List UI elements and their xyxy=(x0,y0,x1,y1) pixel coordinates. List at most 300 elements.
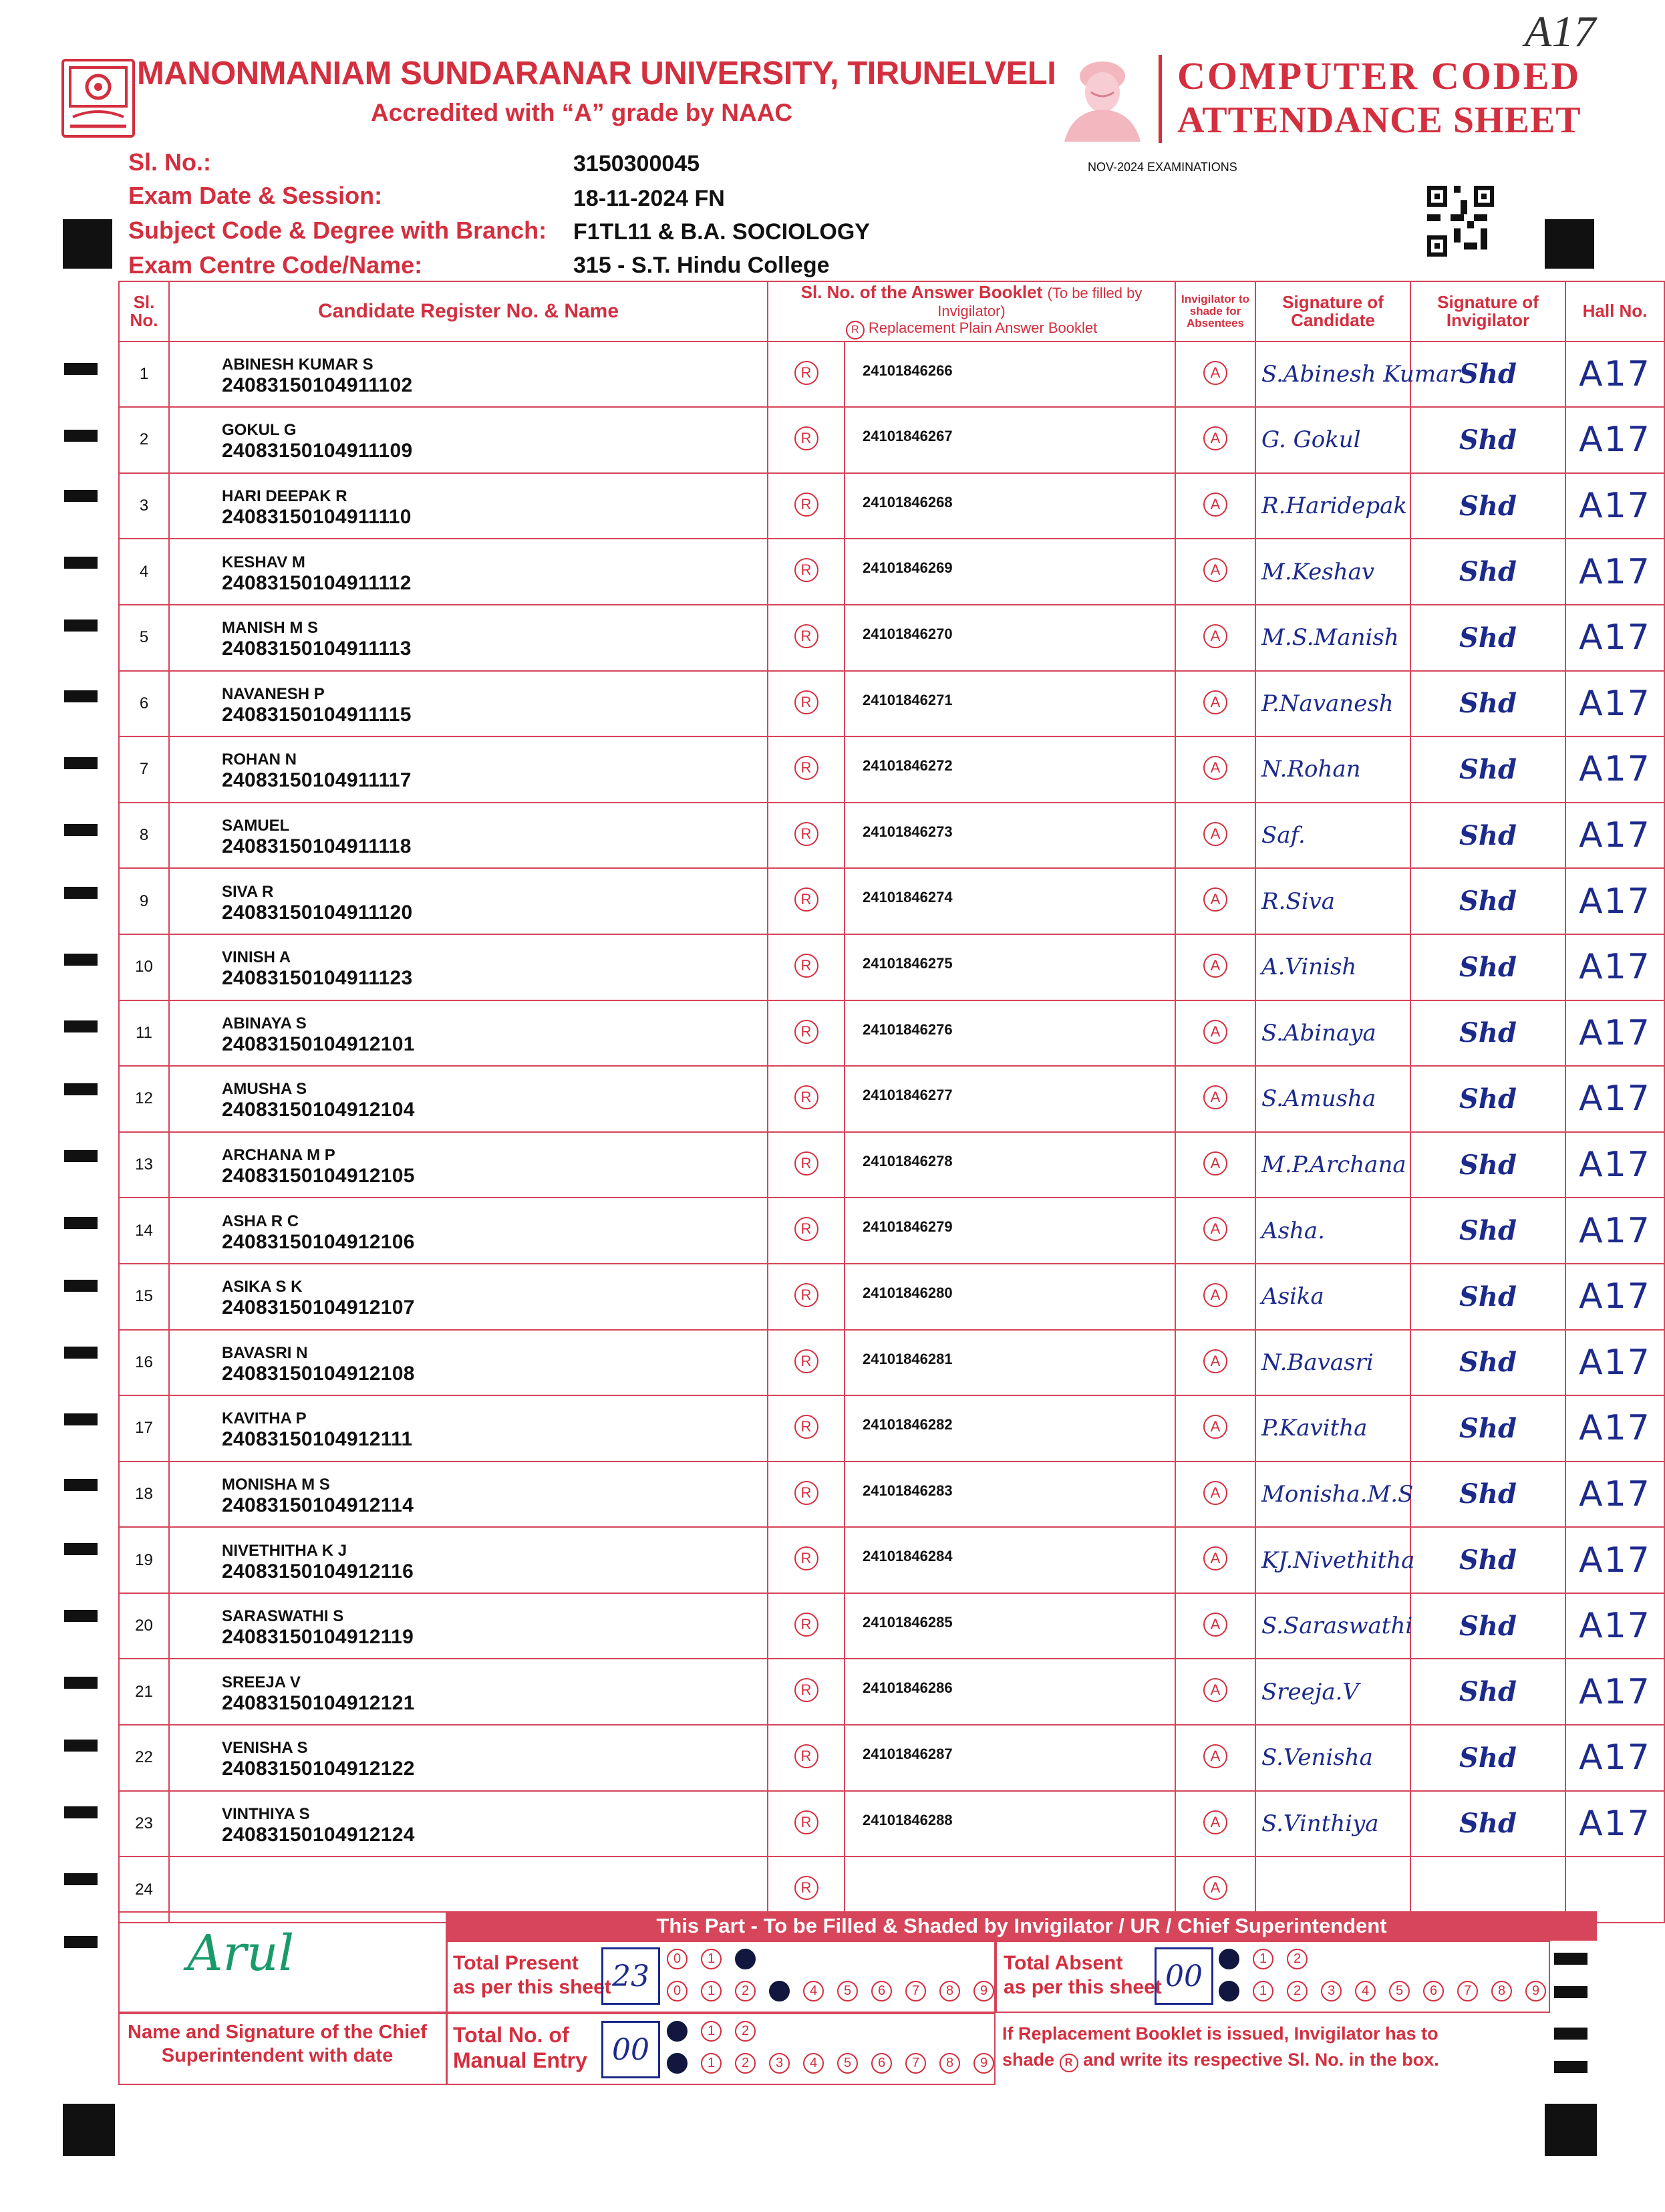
digit-bubble[interactable]: 2 xyxy=(1287,1949,1308,1969)
digit-bubble[interactable]: 3 xyxy=(769,2053,790,2074)
absent-cell[interactable] xyxy=(1175,671,1255,737)
candidate-name: ASIKA S K xyxy=(222,1278,303,1296)
timing-mark xyxy=(64,1150,98,1162)
replacement-note-shade: shade xyxy=(1002,2050,1055,2070)
digit-bubble[interactable]: 5 xyxy=(837,1981,858,2001)
absent-cell[interactable] xyxy=(1175,803,1255,869)
booklet-number: 24101846286 xyxy=(845,1659,1175,1725)
candidate-cell xyxy=(169,1791,768,1857)
hall-number: A17 xyxy=(1565,1659,1664,1725)
candidate-cell xyxy=(169,1462,768,1528)
absent-cell[interactable] xyxy=(1175,1198,1255,1264)
digit-bubble[interactable]: 6 xyxy=(871,2053,892,2074)
timing-mark xyxy=(64,1677,98,1689)
replacement-bubble[interactable]: R xyxy=(794,1020,818,1044)
replacement-cell[interactable] xyxy=(768,1462,845,1528)
timing-mark xyxy=(64,1413,98,1425)
candidate-signature: N.Rohan xyxy=(1255,736,1410,803)
col-candidate-signature: Signature of Candidate xyxy=(1255,281,1410,341)
hall-number: A17 xyxy=(1565,868,1664,934)
replacement-bubble[interactable]: R xyxy=(794,361,818,385)
absent-cell[interactable] xyxy=(1175,1132,1255,1198)
digit-bubble[interactable]: 1 xyxy=(701,1949,722,1969)
timing-mark xyxy=(64,1936,98,1948)
subject-label: Subject Code & Degree with Branch: xyxy=(128,217,547,244)
absent-bubble[interactable]: A xyxy=(1203,426,1227,450)
chief-superintendent-label: Name and Signature of the Chief Superintendent with date xyxy=(128,2022,427,2066)
replacement-bubble[interactable]: R xyxy=(794,1217,818,1241)
absent-bubble[interactable]: A xyxy=(1203,1481,1227,1505)
founder-portrait xyxy=(1059,52,1146,142)
table-row xyxy=(119,341,1664,408)
registration-mark xyxy=(63,2104,115,2156)
table-row xyxy=(119,1593,1664,1659)
sl-no-label: Sl. No.: xyxy=(128,148,211,176)
table-row xyxy=(119,1198,1664,1264)
present-tens-bubbles[interactable] xyxy=(667,1949,769,1969)
replacement-cell[interactable] xyxy=(768,1791,845,1857)
emblem-icon xyxy=(66,63,130,133)
timing-mark xyxy=(64,887,98,899)
digit-bubble-filled[interactable]: 2 xyxy=(735,1949,756,1969)
replacement-cell[interactable] xyxy=(768,1593,845,1659)
manual-units-bubbles[interactable] xyxy=(667,2053,1008,2074)
booklet-number: 24101846278 xyxy=(845,1132,1175,1198)
register-number: 24083150104911112 xyxy=(222,571,412,594)
replacement-bubble[interactable]: R xyxy=(794,1613,818,1637)
register-number: 24083150104912108 xyxy=(222,1362,415,1385)
booklet-number: 24101846281 xyxy=(845,1330,1175,1396)
absent-bubble[interactable]: A xyxy=(1203,1283,1227,1307)
exam-tag: NOV-2024 EXAMINATIONS xyxy=(1088,160,1237,174)
absent-bubble[interactable]: A xyxy=(1203,1613,1227,1637)
hall-number: A17 xyxy=(1565,1000,1664,1067)
row-sl: 16 xyxy=(119,1330,169,1396)
candidate-signature: KJ.Nivethitha xyxy=(1255,1527,1410,1593)
absent-cell[interactable] xyxy=(1175,1462,1255,1528)
candidate-signature: S.Abinaya xyxy=(1255,1000,1410,1067)
absent-cell[interactable] xyxy=(1175,1659,1255,1725)
total-absent-value[interactable]: 00 xyxy=(1155,1947,1213,2005)
replacement-cell[interactable] xyxy=(768,1066,845,1132)
university-name: MANONMANIAM SUNDARANAR UNIVERSITY, TIRUNELVELI xyxy=(137,55,1056,92)
replacement-bubble[interactable]: R xyxy=(794,1085,818,1109)
timing-mark xyxy=(64,1543,98,1555)
replacement-bubble[interactable]: R xyxy=(794,887,818,912)
digit-bubble[interactable]: 4 xyxy=(803,2053,824,2074)
centre-value: 315 - S.T. Hindu College xyxy=(573,253,830,278)
digit-bubble[interactable]: 1 xyxy=(701,2053,722,2074)
digit-bubble[interactable]: 0 xyxy=(667,1949,688,1969)
table-row xyxy=(119,539,1664,605)
replacement-cell[interactable] xyxy=(768,1000,845,1067)
digit-bubble-filled[interactable]: 0 xyxy=(1219,1949,1239,1969)
manual-entry-value[interactable]: 00 xyxy=(601,2021,660,2078)
digit-bubble[interactable]: 2 xyxy=(735,1981,756,2001)
absent-cell[interactable] xyxy=(1175,605,1255,671)
replacement-cell[interactable] xyxy=(768,473,845,539)
replacement-cell[interactable] xyxy=(768,1198,845,1264)
candidate-name: VINISH A xyxy=(222,948,291,967)
booklet-number: 24101846282 xyxy=(845,1395,1175,1462)
total-present-label-1: Total Present xyxy=(453,1952,579,1974)
register-number: 24083150104912124 xyxy=(222,1823,415,1846)
invigilator-signature: Shd xyxy=(1410,1000,1565,1067)
register-number: 24083150104912106 xyxy=(222,1230,415,1253)
absent-cell[interactable] xyxy=(1175,1791,1255,1857)
replacement-bubble[interactable]: R xyxy=(794,1283,818,1307)
digit-bubble-filled[interactable]: 0 xyxy=(667,2053,688,2074)
candidate-signature: A.Vinish xyxy=(1255,934,1410,1000)
timing-mark xyxy=(64,1610,98,1622)
replacement-cell[interactable] xyxy=(768,868,845,934)
digit-bubble[interactable]: 7 xyxy=(905,2053,926,2074)
register-number: 24083150104912121 xyxy=(222,1691,415,1714)
candidate-signature: M.S.Manish xyxy=(1255,605,1410,671)
candidate-name: GOKUL G xyxy=(222,421,297,440)
absent-bubble[interactable]: A xyxy=(1203,1151,1227,1176)
timing-mark xyxy=(1554,2061,1587,2073)
replacement-cell[interactable] xyxy=(768,1132,845,1198)
total-present-label-2: as per this sheet xyxy=(453,1976,611,1998)
hall-number: A17 xyxy=(1565,1395,1664,1462)
register-number: 24083150104911120 xyxy=(222,901,413,924)
candidate-signature: Sreeja.V xyxy=(1255,1659,1410,1725)
replacement-bubble[interactable]: R xyxy=(794,690,818,714)
replacement-bubble[interactable]: R xyxy=(794,558,818,582)
digit-bubble[interactable]: 8 xyxy=(939,1981,960,2001)
candidate-cell xyxy=(169,803,768,869)
invigilator-signature: Shd xyxy=(1410,1462,1565,1528)
replacement-bubble[interactable]: R xyxy=(794,1481,818,1505)
hall-number: A17 xyxy=(1565,1527,1664,1593)
candidate-name: HARI DEEPAK R xyxy=(222,487,347,506)
register-number: 24083150104912116 xyxy=(222,1560,414,1582)
row-sl: 20 xyxy=(119,1593,169,1659)
row-sl: 9 xyxy=(119,868,169,934)
replacement-cell[interactable] xyxy=(768,803,845,869)
absent-bubble[interactable]: A xyxy=(1203,1744,1227,1768)
absent-cell[interactable] xyxy=(1175,1593,1255,1659)
digit-bubble[interactable]: 0 xyxy=(667,1981,688,2001)
digit-bubble[interactable]: 5 xyxy=(837,2053,858,2074)
hall-number: A17 xyxy=(1565,1198,1664,1264)
present-units-bubbles[interactable] xyxy=(667,1981,1008,2001)
absent-bubble[interactable]: A xyxy=(1203,822,1227,846)
absent-bubble[interactable]: A xyxy=(1203,558,1227,582)
table-row xyxy=(119,1395,1664,1462)
digit-bubble[interactable]: 8 xyxy=(1491,1981,1512,2001)
absent-bubble[interactable]: A xyxy=(1203,1876,1227,1900)
replacement-bubble[interactable]: R xyxy=(794,1744,818,1768)
total-absent-label-2: as per this sheet xyxy=(1004,1976,1162,1998)
replacement-bubble[interactable]: R xyxy=(794,426,818,450)
digit-bubble[interactable]: 1 xyxy=(1253,1981,1273,2001)
hall-number: A17 xyxy=(1565,341,1664,408)
row-sl: 22 xyxy=(119,1725,169,1791)
table-row xyxy=(119,605,1664,671)
absent-bubble[interactable]: A xyxy=(1203,1020,1227,1044)
booklet-number: 24101846280 xyxy=(845,1264,1175,1330)
timing-mark xyxy=(64,1083,98,1095)
digit-bubble[interactable]: 5 xyxy=(1389,1981,1410,2001)
timing-mark xyxy=(64,690,98,702)
replacement-cell[interactable] xyxy=(768,1395,845,1462)
digit-bubble-filled[interactable]: 0 xyxy=(1219,1981,1239,2001)
candidate-signature: P.Kavitha xyxy=(1255,1395,1410,1462)
invigilator-signature: Shd xyxy=(1410,1791,1565,1857)
digit-bubble[interactable]: 1 xyxy=(1253,1949,1273,1969)
replacement-cell[interactable] xyxy=(768,1527,845,1593)
row-sl: 6 xyxy=(119,671,169,737)
absent-cell[interactable] xyxy=(1175,1330,1255,1396)
digit-bubble[interactable]: 3 xyxy=(1321,1981,1342,2001)
table-row xyxy=(119,1462,1664,1528)
candidate-cell xyxy=(169,341,768,408)
digit-bubble[interactable]: 4 xyxy=(1355,1981,1376,2001)
invigilator-signature: Shd xyxy=(1410,1264,1565,1330)
booklet-number: 24101846287 xyxy=(845,1725,1175,1791)
hall-number: A17 xyxy=(1565,473,1664,539)
replacement-bubble[interactable]: R xyxy=(794,1151,818,1176)
hall-number: A17 xyxy=(1565,407,1664,473)
replacement-cell[interactable] xyxy=(768,1330,845,1396)
timing-mark xyxy=(64,1740,98,1752)
register-number: 24083150104911113 xyxy=(222,638,412,660)
candidate-signature: G. Gokul xyxy=(1255,407,1410,473)
university-logo xyxy=(61,59,135,138)
absent-cell[interactable] xyxy=(1175,539,1255,605)
timing-mark xyxy=(64,824,98,836)
digit-bubble[interactable]: 1 xyxy=(701,1981,722,2001)
replacement-cell[interactable] xyxy=(768,407,845,473)
digit-bubble[interactable]: 2 xyxy=(735,2053,756,2074)
table-row xyxy=(119,736,1664,803)
replacement-cell[interactable] xyxy=(768,605,845,671)
manual-tens-bubbles[interactable] xyxy=(667,2021,769,2042)
register-number: 24083150104911118 xyxy=(222,835,412,858)
invigilator-signature: Shd xyxy=(1410,539,1565,605)
absent-cell[interactable] xyxy=(1175,407,1255,473)
total-present-value[interactable]: 23 xyxy=(601,1947,660,2005)
replacement-bubble[interactable]: R xyxy=(794,954,818,978)
row-sl: 23 xyxy=(119,1791,169,1857)
candidate-name: KESHAV M xyxy=(222,553,305,571)
invigilator-signature: Shd xyxy=(1410,473,1565,539)
register-number: 24083150104911102 xyxy=(222,374,413,396)
replacement-cell[interactable] xyxy=(768,1725,845,1791)
sl-no-value: 3150300045 xyxy=(573,151,700,176)
hall-number: A17 xyxy=(1565,1791,1664,1857)
replacement-bubble[interactable]: R xyxy=(794,1415,818,1439)
register-number: 24083150104911110 xyxy=(222,506,412,529)
replacement-bubble[interactable]: R xyxy=(794,822,818,846)
register-number: 24083150104911123 xyxy=(222,967,413,990)
digit-bubble-filled[interactable]: 0 xyxy=(667,2021,688,2042)
register-number: 24083150104911117 xyxy=(222,769,412,792)
digit-bubble[interactable]: 4 xyxy=(803,1981,824,2001)
candidate-signature: R.Haridepak xyxy=(1255,473,1410,539)
subject-value: F1TL11 & B.A. SOCIOLOGY xyxy=(573,219,870,245)
candidate-signature: Asha. xyxy=(1255,1198,1410,1264)
absent-cell[interactable] xyxy=(1175,1000,1255,1067)
booklet-number: 24101846270 xyxy=(845,605,1175,671)
absent-bubble[interactable]: A xyxy=(1203,887,1227,912)
candidate-signature: M.Keshav xyxy=(1255,539,1410,605)
replacement-cell[interactable] xyxy=(768,1659,845,1725)
digit-bubble[interactable]: 8 xyxy=(939,2053,960,2074)
replacement-bubble[interactable]: R xyxy=(794,1678,818,1702)
absent-bubble[interactable]: A xyxy=(1203,1810,1227,1834)
replacement-cell[interactable] xyxy=(768,736,845,803)
table-row xyxy=(119,934,1664,1000)
digit-bubble[interactable]: 9 xyxy=(1525,1981,1546,2001)
hall-number: A17 xyxy=(1565,539,1664,605)
invigilator-signature: Shd xyxy=(1410,1395,1565,1462)
col-absent: Invigilator to shade for Absentees xyxy=(1175,281,1255,341)
absent-bubble[interactable]: A xyxy=(1203,361,1227,385)
table-row xyxy=(119,1330,1664,1396)
candidate-name: SIVA R xyxy=(222,882,274,901)
digit-bubble[interactable]: 1 xyxy=(701,2021,722,2042)
row-sl: 18 xyxy=(119,1462,169,1528)
row-sl: 2 xyxy=(119,407,169,473)
absent-bubble[interactable]: A xyxy=(1203,1217,1227,1241)
candidate-cell xyxy=(169,1725,768,1791)
replacement-cell[interactable] xyxy=(768,671,845,737)
registration-mark xyxy=(63,219,112,269)
digit-bubble[interactable]: 6 xyxy=(871,1981,892,2001)
absent-units-bubbles[interactable] xyxy=(1219,1981,1559,2001)
absent-bubble[interactable]: A xyxy=(1203,1546,1227,1570)
col-hall: Hall No. xyxy=(1565,281,1664,341)
timing-mark xyxy=(64,430,98,442)
timing-mark xyxy=(64,1280,98,1292)
absent-bubble[interactable]: A xyxy=(1203,1415,1227,1439)
replacement-cell[interactable] xyxy=(768,539,845,605)
table-row xyxy=(119,1000,1664,1067)
absent-tens-bubbles[interactable] xyxy=(1219,1949,1321,1969)
invigilator-signature: Shd xyxy=(1410,1132,1565,1198)
table-row xyxy=(119,868,1664,934)
absent-bubble[interactable]: A xyxy=(1203,954,1227,978)
absent-cell[interactable] xyxy=(1175,1725,1255,1791)
digit-bubble-filled[interactable]: 3 xyxy=(769,1981,790,2001)
hall-number: A17 xyxy=(1565,605,1664,671)
absent-cell[interactable] xyxy=(1175,1066,1255,1132)
col-booklet-sub: Replacement Plain Answer Booklet xyxy=(868,319,1098,336)
absent-cell[interactable] xyxy=(1175,736,1255,803)
row-sl: 15 xyxy=(119,1264,169,1330)
absent-cell[interactable] xyxy=(1175,341,1255,408)
absent-bubble[interactable]: A xyxy=(1203,756,1227,780)
candidate-name: KAVITHA P xyxy=(222,1409,307,1428)
candidate-signature: Monisha.M.S xyxy=(1255,1462,1410,1528)
replacement-bubble[interactable]: R xyxy=(794,1876,818,1900)
replacement-note-line-1: If Replacement Booklet is issued, Invigilator has to xyxy=(1002,2024,1439,2044)
digit-bubble[interactable]: 2 xyxy=(1287,1981,1308,2001)
candidate-name: BAVASRI N xyxy=(222,1343,308,1362)
absent-cell[interactable] xyxy=(1175,1264,1255,1330)
manual-entry-label-2: Manual Entry xyxy=(453,2048,587,2073)
absent-bubble[interactable]: A xyxy=(1203,1085,1227,1109)
candidate-name: NAVANESH P xyxy=(222,684,325,703)
hall-number: A17 xyxy=(1565,1264,1664,1330)
digit-bubble[interactable]: 7 xyxy=(1457,1981,1478,2001)
replacement-cell[interactable] xyxy=(768,341,845,408)
replacement-bubble[interactable]: R xyxy=(794,1546,818,1570)
manual-entry-label xyxy=(453,2022,587,2074)
replacement-bubble[interactable]: R xyxy=(794,756,818,780)
candidate-cell xyxy=(169,1264,768,1330)
table-row xyxy=(119,1132,1664,1198)
timing-mark xyxy=(64,619,98,632)
candidate-cell xyxy=(169,1000,768,1067)
candidate-name: SAMUEL xyxy=(222,817,290,835)
absent-bubble[interactable]: A xyxy=(1203,624,1227,648)
digit-bubble[interactable]: 6 xyxy=(1423,1981,1444,2001)
replacement-symbol-icon: R xyxy=(1060,2054,1078,2072)
invigilator-signature: Shd xyxy=(1410,1527,1565,1593)
replacement-cell[interactable] xyxy=(768,934,845,1000)
candidate-name: VENISHA S xyxy=(222,1739,308,1758)
digit-bubble[interactable]: 7 xyxy=(905,1981,926,2001)
hall-number: A17 xyxy=(1565,1462,1664,1528)
absent-bubble[interactable]: A xyxy=(1203,1349,1227,1373)
replacement-bubble[interactable]: R xyxy=(794,624,818,648)
absent-bubble[interactable]: A xyxy=(1203,1678,1227,1702)
hall-number: A17 xyxy=(1565,1725,1664,1791)
candidate-signature: S.Amusha xyxy=(1255,1066,1410,1132)
absent-cell[interactable] xyxy=(1175,1527,1255,1593)
replacement-bubble[interactable]: R xyxy=(794,493,818,517)
row-sl: 7 xyxy=(119,736,169,803)
register-number: 24083150104911109 xyxy=(222,440,413,462)
replacement-bubble[interactable]: R xyxy=(794,1810,818,1834)
digit-bubble[interactable]: 9 xyxy=(973,1981,994,2001)
absent-cell[interactable] xyxy=(1175,473,1255,539)
digit-bubble[interactable]: 2 xyxy=(735,2021,756,2042)
hall-number: A17 xyxy=(1565,803,1664,869)
candidate-cell xyxy=(169,934,768,1000)
absent-cell[interactable] xyxy=(1175,934,1255,1000)
timing-mark xyxy=(64,757,98,769)
row-sl: 5 xyxy=(119,605,169,671)
col-booklet-note: (To be filled by Invigilator) xyxy=(937,285,1143,320)
hall-number: A17 xyxy=(1565,1330,1664,1396)
candidate-name: SREEJA V xyxy=(222,1673,301,1691)
hall-number: A17 xyxy=(1565,736,1664,803)
exam-date-label: Exam Date & Session: xyxy=(128,182,383,209)
absent-bubble[interactable]: A xyxy=(1203,690,1227,714)
booklet-number: 24101846271 xyxy=(845,671,1175,737)
timing-mark xyxy=(1554,1953,1587,1965)
absent-bubble[interactable]: A xyxy=(1203,493,1227,517)
table-row xyxy=(119,1659,1664,1725)
replacement-cell[interactable] xyxy=(768,1264,845,1330)
replacement-bubble[interactable]: R xyxy=(794,1349,818,1373)
absent-cell[interactable] xyxy=(1175,868,1255,934)
row-sl: 8 xyxy=(119,803,169,869)
absent-cell[interactable] xyxy=(1175,1395,1255,1462)
col-sl: Sl. No. xyxy=(119,281,169,341)
corner-handwritten-note: A17 xyxy=(1525,7,1596,56)
digit-bubble[interactable]: 9 xyxy=(973,2053,994,2074)
candidate-cell xyxy=(169,868,768,934)
hall-number: A17 xyxy=(1565,1066,1664,1132)
candidate-cell xyxy=(169,473,768,539)
qr-code xyxy=(1427,186,1494,257)
